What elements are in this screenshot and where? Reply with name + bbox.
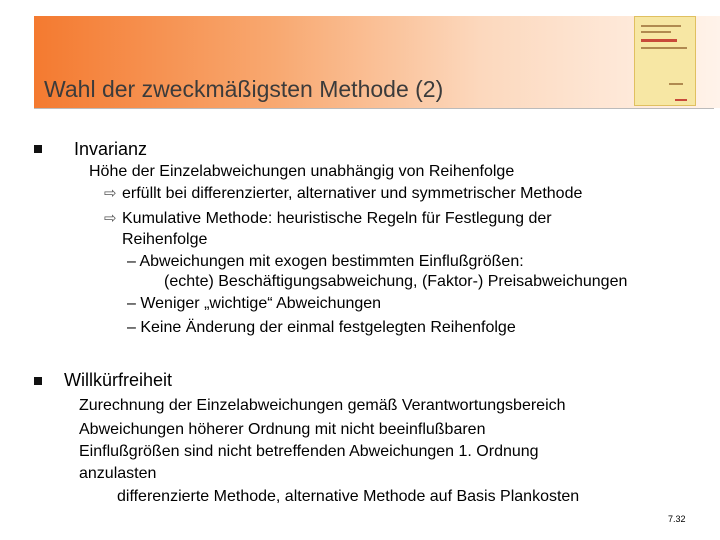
sub-bullet-line: – Weniger „wichtige“ Abweichungen [127, 295, 382, 312]
book-cover-line [641, 25, 681, 27]
title-divider [34, 108, 714, 109]
slide-title: Wahl der zweckmäßigsten Methode (2) [44, 76, 444, 102]
book-cover-publisher-mark [675, 99, 687, 101]
book-cover-line [669, 83, 683, 85]
body-text-line: Zurechnung der Einzelabweichungen gemäß Verantwortungsbereich [79, 397, 566, 414]
body-text-line: differenzierte Methode, alternative Methode auf Basis Plankosten [117, 488, 580, 505]
body-text-line: anzulasten [79, 465, 157, 482]
sub-bullet-continuation: (echte) Beschäftigungsabweichung, (Faktor-) Preisabweichungen [164, 273, 628, 290]
hollow-arrow-icon: ⇨ [104, 185, 117, 202]
hollow-arrow-icon: ⇨ [104, 210, 117, 227]
sub-bullet-line: – Keine Änderung der einmal festgelegten Reihenfolge [127, 319, 516, 336]
book-cover-title-bar [641, 39, 677, 42]
page-number: 7.32 [668, 514, 686, 524]
sub-bullet-line: – Abweichungen mit exogen bestimmten Einflußgrößen: [127, 253, 524, 270]
book-cover-line [641, 31, 671, 33]
body-text-line: Kumulative Methode: heuristische Regeln für Festlegung der [122, 210, 552, 227]
body-text-line: Einflußgrößen sind nicht betreffenden Abweichungen 1. Ordnung [79, 443, 539, 460]
square-bullet-icon [34, 145, 42, 153]
book-cover-line [641, 47, 687, 49]
body-text-line: Reihenfolge [122, 231, 208, 248]
body-text-line: Höhe der Einzelabweichungen unabhängig von Reihenfolge [89, 163, 515, 180]
body-text-line: erfüllt bei differenzierter, alternativer und symmetrischer Methode [122, 185, 583, 202]
book-cover-image [634, 16, 696, 106]
square-bullet-icon [34, 377, 42, 385]
body-text-line: Abweichungen höherer Ordnung mit nicht beeinflußbaren [79, 421, 486, 438]
section-heading-willkuerfreiheit: Willkürfreiheit [64, 370, 173, 390]
section-heading-invarianz: Invarianz [74, 139, 148, 159]
